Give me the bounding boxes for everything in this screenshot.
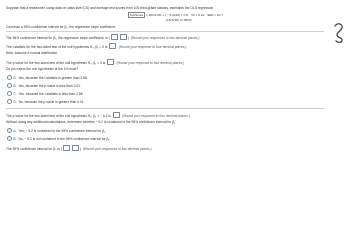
divider (6, 31, 324, 32)
tstat-input[interactable] (109, 43, 116, 49)
contained-option-a[interactable]: A. Yes, − 5.2 is contained in the 95% confidence interval for β₁. (7, 128, 106, 133)
contained-question: Without doing any additional calculations, determine whether − 5.2 is contained in the 95% confidence interval for β₁. (6, 120, 177, 124)
ci99-upper-input[interactable] (72, 145, 79, 151)
equation-rhs: = 483.9720 + ( − 5.4126) × CS, (145, 13, 189, 17)
reject-option-a[interactable]: A. Yes, because the t-statistic is greater than 2.58. (7, 75, 88, 80)
pval-prefix: The p-value for the two-sided test of the null hypothesis H₀: β₁ = 0 is (6, 61, 106, 65)
contained-option-b[interactable]: B. No, − 5.2 is not contained in the 95% confidence interval for β₁. (7, 136, 110, 141)
ci99-lower-input[interactable] (63, 145, 70, 151)
radio-icon[interactable] (7, 136, 12, 141)
reject-option-b[interactable]: B. Yes, because the p-value is less than 0.01. (7, 83, 81, 88)
pval2-line: The p-value for the two-sided test of the null hypothesis H₀: β₁ = − 5.2 is . (Round your response to four decimal places.) (6, 114, 190, 118)
reject-option-c[interactable]: C. Yes, because the t-statistic is less than 2.58. (7, 91, 83, 96)
radio-icon[interactable] (7, 99, 12, 104)
tstat-hint: (Round your response to four decimal places.) (118, 45, 187, 49)
divider (6, 108, 324, 109)
tstat-prefix: The t-statistic for the two-sided test of the null hypothesis H₀: β₁ = 0 is (6, 45, 108, 49)
ci99-hint: (Round your responses to two decimal places.) (82, 147, 152, 151)
ci99-prefix: The 99% confidence interval for β₀ is (6, 147, 60, 151)
intro-text: Suppose that a researcher, using data on class size (CS) and average test scores from 100 third-grade classes, estimates the OLS regression (6, 6, 214, 10)
ci95-prefix: The 95% confidence interval for β₁, the regression slope coefficient, is (6, 36, 108, 40)
pval-hint: (Round your response to four decimal places.) (116, 61, 185, 65)
pval2-prefix: The p-value for the two-sided test of the null hypothesis H₀: β₁ = − 5.2 is (6, 114, 111, 118)
normal-note: Note: Assume a normal distribution. (6, 51, 59, 55)
reject-option-d[interactable]: D. No, because the p-value is greater than 0.01. (7, 99, 85, 104)
radio-icon[interactable] (7, 75, 12, 80)
ci95-line: The 95% confidence interval for β₁, the regression slope coefficient, is ( , ). (Round your responses to two decimal places.) (6, 36, 200, 40)
ci95-hint: (Round your responses to two decimal places.) (130, 36, 200, 40)
radio-icon[interactable] (7, 128, 12, 133)
tstat-line: The t-statistic for the two-sided test of the null hypothesis H₀: β₁ = 0 is . (Round your response to four decimal places.) (6, 45, 187, 49)
equation-lhs: TestScore (129, 13, 144, 17)
reject-question: Do you reject the null hypothesis at the 1% level? (6, 67, 79, 71)
ci99-line: The 99% confidence interval for β₀ is ( , ). (Round your responses to two decimal places.) (6, 147, 152, 151)
regression-equation (128, 13, 223, 17)
pval-input[interactable] (107, 59, 114, 65)
q1-text: Construct a 95% confidence interval for β₁, the regression slope coefficient. (6, 25, 116, 29)
radio-icon[interactable] (7, 91, 12, 96)
pval2-hint: (Round your response to four decimal places.) (122, 114, 190, 118)
ci95-upper-input[interactable] (120, 34, 127, 40)
equation-standard-errors: (18.9720) (2.0553) (166, 17, 192, 22)
ci95-lower-input[interactable] (111, 34, 118, 40)
equation-ser: SER = 10.7 (207, 13, 223, 17)
equation-r2: R² = 0.10, (191, 13, 206, 17)
pval-line: The p-value for the two-sided test of the null hypothesis H₀: β₁ = 0 is . (Round your response to four decimal places.) (6, 61, 185, 65)
handwritten-mark-icon (333, 22, 345, 44)
pval2-input[interactable] (113, 112, 120, 118)
radio-icon[interactable] (7, 83, 12, 88)
